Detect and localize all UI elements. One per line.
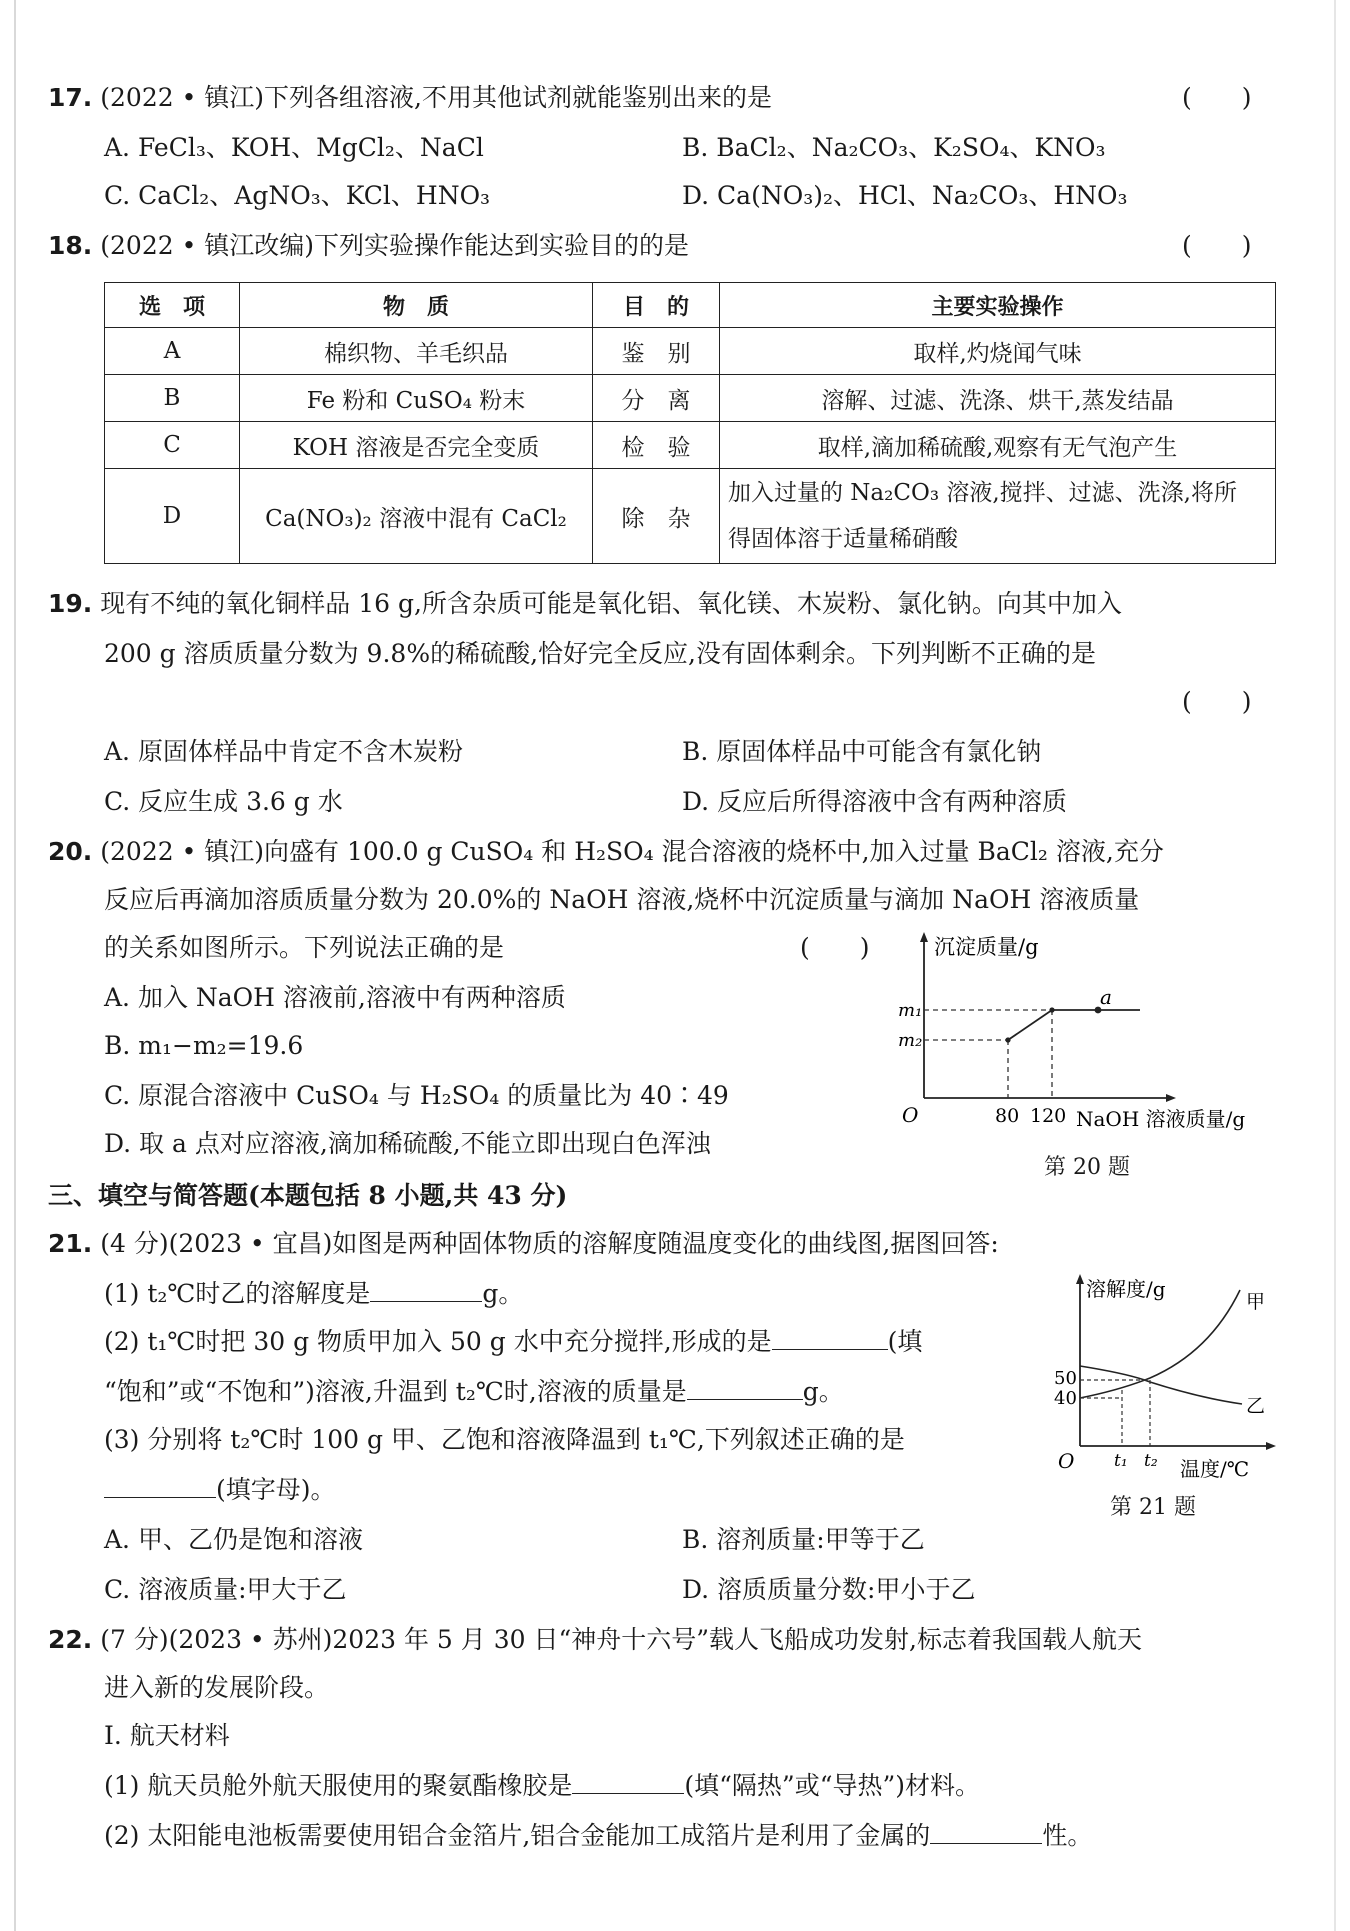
option-b: B. BaCl₂、Na₂CO₃、K₂SO₄、KNO₃ [682, 133, 1106, 162]
table-cell: C [105, 422, 240, 469]
curve-jia [1080, 1290, 1240, 1398]
question-text: (2022 • 镇江改编)下列实验操作能达到实验目的的是 [100, 231, 690, 260]
point-80 [1005, 1037, 1010, 1042]
table-cell: D [105, 469, 240, 564]
question-19-stem [48, 584, 1122, 624]
option-c: C. 原混合溶液中 CuSO₄ 与 H₂SO₄ 的质量比为 40∶49 [104, 1081, 729, 1110]
table-cell: 分 离 [593, 375, 720, 422]
option-c: C. CaCl₂、AgNO₃、KCl、HNO₃ [104, 181, 491, 210]
x-axis-arrow-icon [1166, 1094, 1176, 1102]
question-text: (4 分)(2023 • 宜昌)如图是两种固体物质的溶解度随温度变化的曲线图,据图回答: [100, 1229, 999, 1258]
subquestion-2 [104, 1816, 1092, 1856]
question-18-stem [48, 226, 689, 266]
table-cell: 检 验 [593, 422, 720, 469]
table-header: 目 的 [593, 283, 720, 328]
operation-line-1: 加入过量的 Na₂CO₃ 溶液,搅拌、过滤、洗涤,将所 [728, 480, 1237, 506]
option-d: D. 取 a 点对应溶液,滴加稀硫酸,不能立即出现白色浑浊 [104, 1129, 711, 1158]
subquestion-3-cont [104, 1470, 336, 1510]
t2-label: t₂ [1144, 1451, 1158, 1471]
jia-label: 甲 [1246, 1291, 1266, 1313]
option-d: D. Ca(NO₃)₂、HCl、Na₂CO₃、HNO₃ [682, 181, 1128, 210]
page-edge-right [1334, 0, 1336, 1931]
option-c: C. 溶液质量:甲大于乙 [104, 1575, 347, 1604]
table-cell [720, 469, 1276, 564]
option-b: B. 溶剂质量:甲等于乙 [682, 1525, 925, 1554]
table-cell: 棉织物、羊毛织品 [240, 328, 593, 375]
origin-label: O [902, 1103, 919, 1127]
page-edge-left [14, 0, 16, 1931]
table-cell: KOH 溶液是否完全变质 [240, 422, 593, 469]
subquestion-2-cont [104, 1372, 844, 1412]
option-d: D. 反应后所得溶液中含有两种溶质 [682, 787, 1068, 816]
m1-label: m₁ [898, 1000, 923, 1021]
answer-blank[interactable] [370, 1275, 482, 1302]
question-text: (填字母)。 [216, 1475, 336, 1504]
t1-label: t₁ [1114, 1451, 1128, 1471]
table-cell: B [105, 375, 240, 422]
question-text: (填“隔热”或“导热”)材料。 [684, 1771, 981, 1800]
table-row [105, 328, 1276, 375]
origin-label: O [1058, 1449, 1075, 1473]
option-c: C. 反应生成 3.6 g 水 [104, 787, 343, 816]
y-axis-arrow-icon [1076, 1274, 1084, 1284]
table-header: 主要实验操作 [720, 283, 1276, 328]
experiment-table [104, 282, 1276, 564]
question-text: “饱和”或“不饱和”)溶液,升温到 t₂℃时,溶液的质量是 [104, 1377, 687, 1406]
question-text: g。 [802, 1377, 844, 1406]
answer-paren: ( ) [1182, 83, 1252, 112]
answer-blank[interactable] [930, 1817, 1042, 1844]
table-cell: A [105, 328, 240, 375]
table-cell: 溶解、过滤、洗涤、烘干,蒸发结晶 [720, 375, 1276, 422]
question-text: (7 分)(2023 • 苏州)2023 年 5 月 30 日“神舟十六号”载人飞船成功发射,标志着我国载人航天 [100, 1625, 1142, 1654]
question-text: g。 [482, 1279, 524, 1308]
subquestion-1 [104, 1766, 980, 1806]
answer-blank[interactable] [687, 1373, 803, 1400]
question-text: (2022 • 镇江)向盛有 100.0 g CuSO₄ 和 H₂SO₄ 混合溶液的烧杯中,加入过量 BaCl₂ 溶液,充分 [100, 837, 1164, 866]
option-d: D. 溶质质量分数:甲小于乙 [682, 1575, 976, 1604]
question-text: (2) 太阳能电池板需要使用铝合金箔片,铝合金能加工成箔片是利用了金属的 [104, 1821, 931, 1850]
subquestion-3: (3) 分别将 t₂℃时 100 g 甲、乙饱和溶液降温到 t₁℃,下列叙述正确的是 [104, 1425, 905, 1454]
y-axis-arrow-icon [920, 932, 928, 942]
subquestion-1 [104, 1274, 523, 1314]
question-22-stem [48, 1620, 1142, 1660]
operation-line-2: 得固体溶于适量稀硝酸 [728, 526, 958, 552]
option-b: B. 原固体样品中可能含有氯化钠 [682, 737, 1042, 766]
question-text: 现有不纯的氧化铜样品 16 g,所含杂质可能是氧化铝、氧化镁、木炭粉、氯化钠。向其中加入 [100, 589, 1122, 618]
y-tick-label: 40 [1054, 1388, 1077, 1409]
answer-paren: ( ) [1182, 687, 1252, 716]
option-a: A. 原固体样品中肯定不含木炭粉 [104, 737, 463, 766]
table-header-row [105, 283, 1276, 328]
option-a: A. FeCl₃、KOH、MgCl₂、NaCl [104, 133, 484, 162]
table-header: 物 质 [240, 283, 593, 328]
question-text: (1) t₂℃时乙的溶解度是 [104, 1279, 371, 1308]
table-row [105, 375, 1276, 422]
question-text: (2022 • 镇江)下列各组溶液,不用其他试剂就能鉴别出来的是 [100, 83, 772, 112]
question-text: (填 [887, 1327, 923, 1356]
question-text: (2) t₁℃时把 30 g 物质甲加入 50 g 水中充分搅拌,形成的是 [104, 1327, 772, 1356]
question-text: 反应后再滴加溶质质量分数为 20.0%的 NaOH 溶液,烧杯中沉淀质量与滴加 NaOH 溶液质量 [104, 885, 1140, 914]
precipitate-curve [1008, 1010, 1140, 1040]
option-a: A. 加入 NaOH 溶液前,溶液中有两种溶质 [104, 983, 566, 1012]
x-axis-arrow-icon [1266, 1442, 1276, 1450]
question-number: 22. [48, 1625, 93, 1654]
subsection-title: Ⅰ. 航天材料 [104, 1721, 230, 1750]
subquestion-2 [104, 1322, 922, 1362]
question-text: 的关系如图所示。下列说法正确的是 [104, 933, 505, 962]
point-a-label: a [1100, 985, 1112, 1009]
table-cell: 鉴 别 [593, 328, 720, 375]
x-axis-label: 温度/℃ [1180, 1457, 1250, 1480]
question-number: 18. [48, 231, 93, 260]
question-number: 20. [48, 837, 93, 866]
x-tick-label: 120 [1030, 1105, 1067, 1127]
question-21-stem [48, 1224, 999, 1264]
figure-caption: 第 21 题 [1110, 1495, 1196, 1520]
option-b: B. m₁−m₂=19.6 [104, 1031, 304, 1060]
y-axis-label: 沉淀质量/g [934, 935, 1039, 959]
table-row [105, 469, 1276, 564]
answer-blank[interactable] [772, 1323, 888, 1350]
option-a: A. 甲、乙仍是饱和溶液 [104, 1525, 363, 1554]
answer-paren: ( ) [800, 933, 870, 962]
table-row [105, 422, 1276, 469]
solubility-graph [1050, 1270, 1290, 1480]
table-cell: Ca(NO₃)₂ 溶液中混有 CaCl₂ [240, 469, 593, 564]
table-cell: 取样,灼烧闻气味 [720, 328, 1276, 375]
y-tick-label: 50 [1054, 1368, 1077, 1389]
question-number: 21. [48, 1229, 93, 1258]
question-number: 19. [48, 589, 93, 618]
x-axis-label: NaOH 溶液质量/g [1076, 1107, 1246, 1131]
question-text: 200 g 溶质质量分数为 9.8%的稀硫酸,恰好完全反应,没有固体剩余。下列判断不正确的是 [104, 639, 1096, 668]
figure-caption: 第 20 题 [1044, 1155, 1130, 1180]
question-text: 进入新的发展阶段。 [104, 1673, 330, 1702]
question-20-stem [48, 832, 1164, 872]
x-tick-label: 80 [995, 1105, 1020, 1127]
answer-paren: ( ) [1182, 231, 1252, 260]
yi-label: 乙 [1246, 1395, 1266, 1417]
y-axis-label: 溶解度/g [1086, 1277, 1166, 1301]
point-120 [1049, 1007, 1054, 1012]
table-header: 选 项 [105, 283, 240, 328]
question-number: 17. [48, 83, 93, 112]
m2-label: m₂ [898, 1030, 923, 1051]
answer-blank[interactable] [104, 1471, 216, 1498]
table-cell: Fe 粉和 CuSO₄ 粉末 [240, 375, 593, 422]
question-text: 性。 [1042, 1821, 1093, 1850]
section-title: 三、填空与简答题(本题包括 8 小题,共 43 分) [48, 1181, 568, 1210]
table-cell: 除 杂 [593, 469, 720, 564]
table-cell: 取样,滴加稀硫酸,观察有无气泡产生 [720, 422, 1276, 469]
question-text: (1) 航天员舱外航天服使用的聚氨酯橡胶是 [104, 1771, 573, 1800]
answer-blank[interactable] [572, 1767, 684, 1794]
question-17-stem [48, 78, 772, 118]
precipitate-graph [880, 930, 1280, 1180]
